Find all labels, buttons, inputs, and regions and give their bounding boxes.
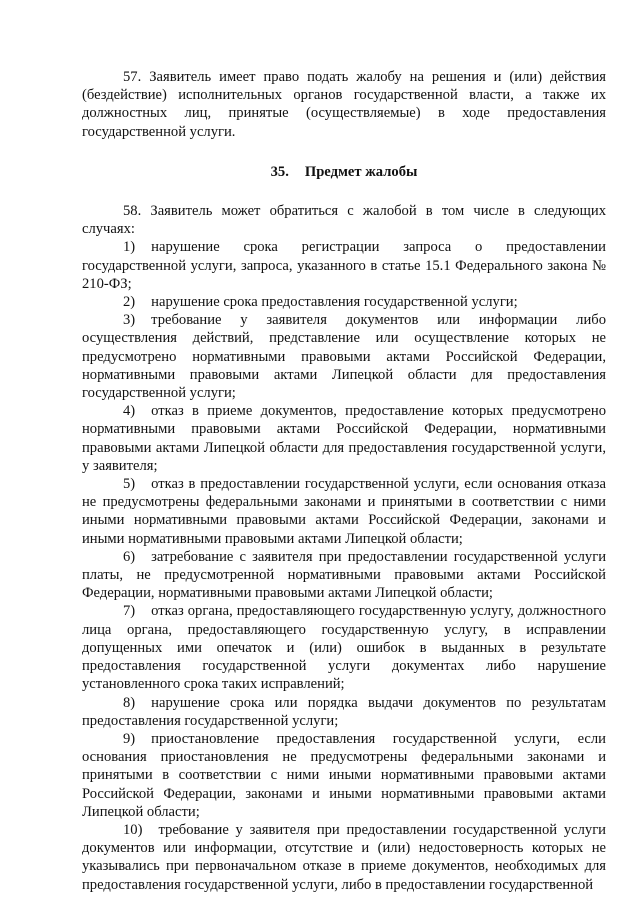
paragraph-57: 57. Заявитель имеет право подать жалобу на решения и (или) действия (бездействие) исполнительных органов государственной власти, а также их должностных лиц, принятые (осуществляемые) в ходе предоставления государственной услуги. xyxy=(82,69,606,140)
section-heading xyxy=(82,163,606,181)
list-item xyxy=(82,311,606,402)
list-item-text: отказ в предоставлении государственной услуги, если основания отказа не предусмотрены федеральными законами и принятыми в соответствии с ними иными нормативными правовыми актами Российской Федерации, законами и иными нормативными правовыми актами Липецкой области; xyxy=(82,476,606,547)
list-item xyxy=(82,821,606,894)
list-item xyxy=(82,238,606,293)
list-item-number: 2) xyxy=(123,294,136,311)
list-item-number: 8) xyxy=(123,694,136,711)
section-title: Предмет жалобы xyxy=(304,163,418,180)
list-item-number: 6) xyxy=(123,548,136,565)
list-item xyxy=(82,548,606,603)
list-item-number: 7) xyxy=(123,603,136,620)
list-item-number: 10) xyxy=(123,821,143,838)
list-item xyxy=(82,475,606,548)
list-item xyxy=(82,730,606,821)
list-item xyxy=(82,602,606,693)
list-item xyxy=(82,694,606,730)
list-item-text: требование у заявителя при предоставлении государственной услуги документов или информации, отсутствие и (или) недостоверность которых не указывались при первоначальном отказе в приеме документов, необходимых для предоставления государственной услуги, либо в предоставлении государственной xyxy=(82,821,606,893)
list-item xyxy=(82,402,606,475)
list-item-text: нарушение срока или порядка выдачи документов по результатам предоставления государственной услуги; xyxy=(82,694,606,729)
list-item-text: нарушение срока предоставления государственной услуги; xyxy=(151,294,518,311)
list-item-number: 5) xyxy=(123,476,136,493)
list-item-number: 9) xyxy=(123,730,136,747)
document-page xyxy=(82,68,606,894)
list-item-number: 3) xyxy=(123,312,136,329)
paragraph-58: 58. Заявитель может обратиться с жалобой в том числе в следующих случаях: xyxy=(82,203,606,238)
list-item-text: затребование с заявителя при предоставлении государственной услуги платы, не предусмотренной нормативными правовыми актами Российской Федерации, нормативными правовыми актами Липецкой области; xyxy=(82,548,606,602)
section-number: 35. xyxy=(270,163,289,180)
list-item-text: нарушение срока регистрации запроса о предоставлении государственной услуги, запроса, указанного в статье 15.1 Федерального закона № 210-ФЗ; xyxy=(82,239,606,292)
list-item-text: требование у заявителя документов или информации либо осуществления действий, представление или осуществление которых не предусмотрено нормативными правовыми актами Российской Федерации, нормативными правовыми актами Липецкой области для предоставления государственной услуги; xyxy=(82,312,606,402)
list-item-number: 4) xyxy=(123,403,136,420)
list-item-number: 1) xyxy=(123,239,136,256)
list-item xyxy=(82,293,606,311)
list-item-text: отказ органа, предоставляющего государственную услугу, должностного лица органа, предоставляющего государственную услугу, в исправлении допущенных ими опечаток и (или) ошибок в выданных в результате предоставления государственной услуги документах либо нарушение установленного срока таких исправлений; xyxy=(82,603,606,693)
list-item-text: приостановление предоставления государственной услуги, если основания приостановления не предусмотрены федеральными законами и принятыми в соответствии с ними иными нормативными правовыми актами Российской Федерации, законами и иными нормативными правовыми актами Липецкой области; xyxy=(82,730,606,820)
list-item-text: отказ в приеме документов, предоставление которых предусмотрено нормативными правовыми актами Российской Федерации, нормативными правовыми актами Липецкой области для предоставления государственной услуги, у заявителя; xyxy=(82,403,606,474)
